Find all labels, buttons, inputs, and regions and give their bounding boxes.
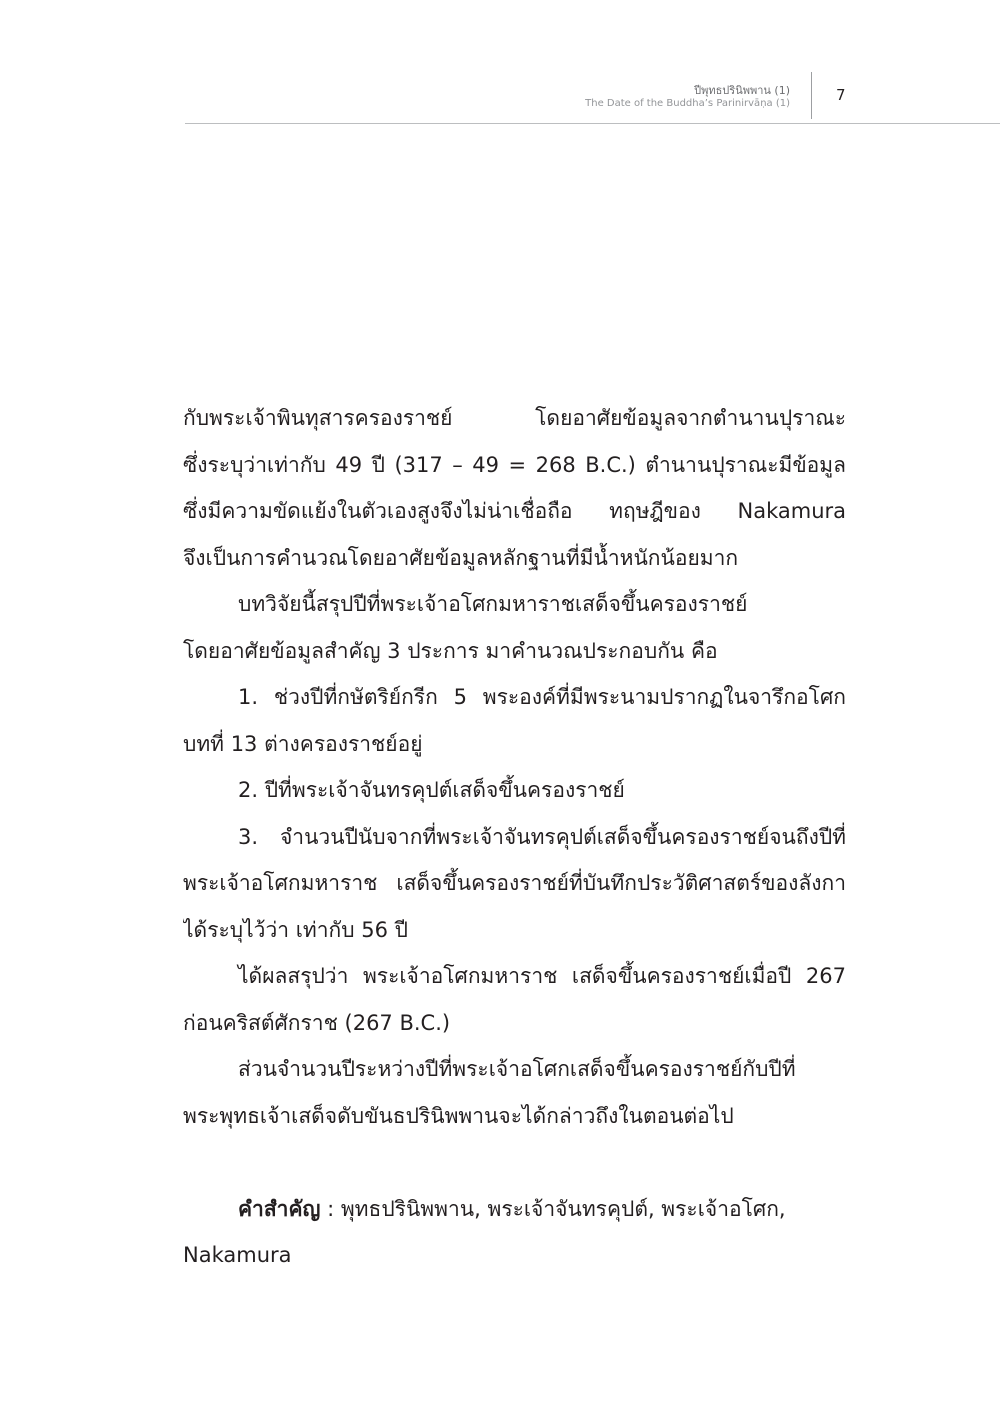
keywords-line — [183, 1186, 846, 1233]
body-line: ซึ่งมีความขัดแย้งในตัวเองสูงจึงไม่น่าเชื่อถือ ทฤษฎีของ Nakamura — [183, 499, 846, 523]
body-line: พระพุทธเจ้าเสด็จดับขันธปรินิพพานจะได้กล่าวถึงในตอนต่อไป — [183, 1103, 734, 1128]
paragraph-gap — [183, 1139, 846, 1186]
header-divider — [811, 72, 812, 119]
keywords-separator: : — [320, 1196, 341, 1221]
header-rule — [185, 123, 1000, 124]
keywords-continuation: Nakamura — [183, 1243, 292, 1267]
body-line: จึงเป็นการคำนวณโดยอาศัยข้อมูลหลักฐานที่มีน้ำหนักน้อยมาก — [183, 545, 739, 570]
body-line: พระเจ้าอโศกมหาราช เสด็จขึ้นครองราชย์ที่บันทึกประวัติศาสตร์ของลังกา — [183, 871, 846, 895]
running-header — [0, 0, 1000, 130]
body-line: ได้ระบุไว้ว่า เท่ากับ 56 ปี — [183, 917, 408, 942]
header-english-title: The Date of the Buddha’s Parinirvāṇa (1) — [585, 98, 790, 109]
body-line: ได้ผลสรุปว่า พระเจ้าอโศกมหาราช เสด็จขึ้นครองราชย์เมื่อปี 267 — [238, 964, 846, 988]
header-thai-title: ปีพุทธปรินิพพาน (1) — [694, 84, 790, 97]
body-text — [183, 395, 846, 1279]
body-line: โดยอาศัยข้อมูลสำคัญ 3 ประการ มาคำนวณประกอบกัน คือ — [183, 638, 718, 663]
body-line: 2. ปีที่พระเจ้าจันทรคุปต์เสด็จขึ้นครองราชย์ — [238, 778, 625, 802]
body-line: ก่อนคริสต์ศักราช (267 B.C.) — [183, 1010, 451, 1035]
keywords-label: คำสำคัญ — [238, 1196, 321, 1221]
body-line: ซึ่งระบุว่าเท่ากับ 49 ปี (317 – 49 = 268 B.C.) ตำนานปุราณะมีข้อมูล — [183, 452, 846, 477]
body-line: บทที่ 13 ต่างครองราชย์อยู่ — [183, 731, 423, 756]
keywords-text: พุทธปรินิพพาน, พระเจ้าจันทรคุปต์, พระเจ้าอโศก, — [340, 1196, 786, 1221]
body-line: กับพระเจ้าพินทุสารครองราชย์ โดยอาศัยข้อมูลจากตำนานปุราณะ — [183, 406, 846, 430]
page-number: 7 — [836, 86, 846, 104]
body-line: 3. จำนวนปีนับจากที่พระเจ้าจันทรคุปต์เสด็จขึ้นครองราชย์จนถึงปีที่ — [238, 824, 846, 849]
body-line: บทวิจัยนี้สรุปปีที่พระเจ้าอโศกมหาราชเสด็จขึ้นครองราชย์ — [238, 592, 748, 616]
body-line: 1. ช่วงปีที่กษัตริย์กรีก 5 พระองค์ที่มีพระนามปรากฏในจารึกอโศก — [238, 685, 846, 709]
body-line: ส่วนจำนวนปีระหว่างปีที่พระเจ้าอโศกเสด็จขึ้นครองราชย์กับปีที่ — [238, 1057, 796, 1081]
